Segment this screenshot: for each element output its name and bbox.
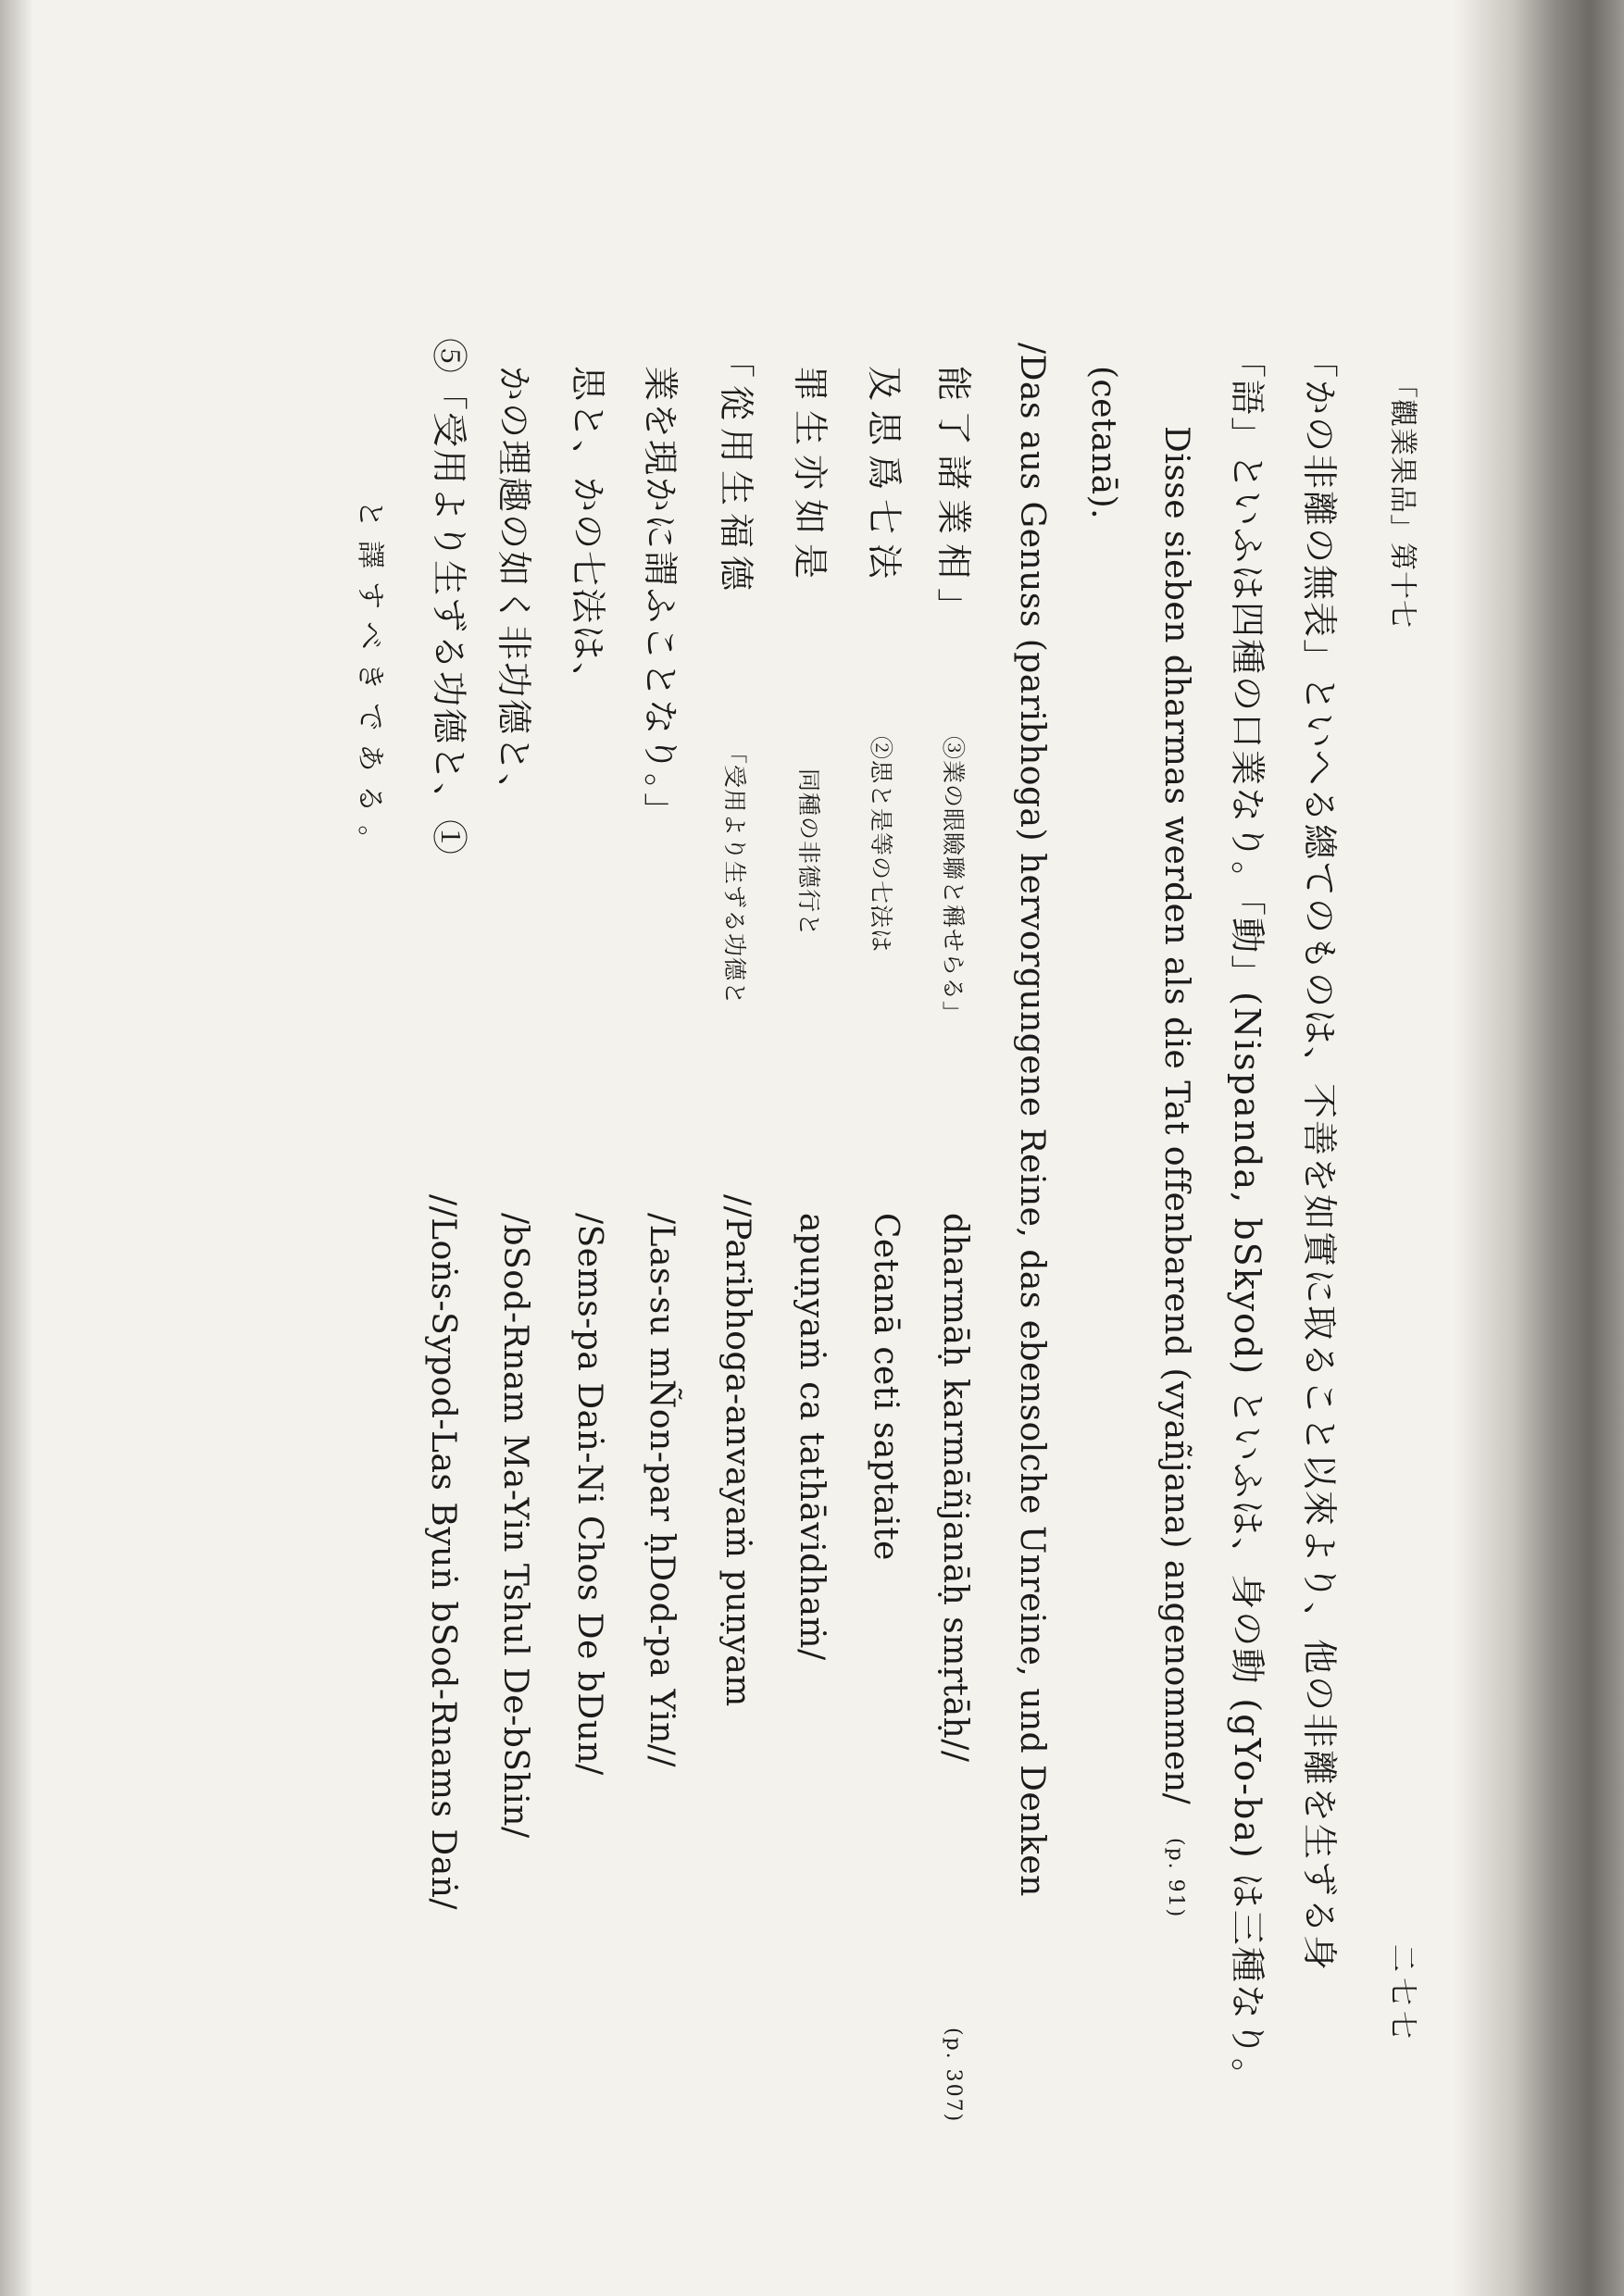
verse-japanese-line-2: かの理趣の如く非功德と、 xyxy=(493,366,534,811)
verse-note-line-3: ②思と是等の七法は xyxy=(868,736,894,954)
tibetan-line-3: /Sems-pa Daṅ-Ni Chos De bDun/ xyxy=(570,1213,608,1776)
verse-chinese-line-1: 「從用生福德 xyxy=(716,343,756,599)
tibetan-line-4: /Las-su mÑon-par ḥDod-pa Yin// xyxy=(643,1213,681,1768)
verse-note-line-1: 「受用より生ずる功德と xyxy=(721,741,748,1006)
header-line: と譯すべきである。 xyxy=(354,500,386,867)
footer-page-number: 二七七 xyxy=(1386,1944,1418,2044)
sanskrit-line-2: apuṇyaṁ ca tathāvidhaṁ/ xyxy=(793,1213,831,1661)
verse-chinese-line-2: 罪生亦如是 xyxy=(790,366,831,589)
verse-japanese-line-3: 思と、かの七法は、 xyxy=(568,366,608,700)
tibetan-line-2: /bSod-Rnam Ma-Yin Tshul De-bShin/ xyxy=(496,1213,534,1839)
german-line-2: (cetanā). xyxy=(1084,366,1122,520)
verse-note-line-2: 同種の非德行と xyxy=(795,768,822,938)
verse-note-line-4: ③業の眼瞼聯と稱せらる」 xyxy=(940,736,967,1026)
sanskrit-line-1: //Paribhoga-anvayaṁ puṇyam xyxy=(718,1194,756,1707)
verse-chinese-line-4: 能了諸業相」 xyxy=(933,366,974,633)
sanskrit-line-4: dharmāḥ karmāñjanāḥ smṛtāḥ// xyxy=(936,1213,974,1763)
german-line-1: /Das aus Genuss (paribhoga) hervorgungene Reine, das ebensolche Unreine, und Denken xyxy=(1013,343,1051,1897)
footer-chapter-title: 「觀業果品」第十七 xyxy=(1386,370,1418,629)
sanskrit-line-3: Cetanā ceti saptaite xyxy=(867,1213,905,1561)
prose-line-2: 「かの非離の無表」といへる總てのものは、不善を如實に取ること以來より、他の非離を生ずる身 xyxy=(1299,343,1340,1973)
sanskrit-page-ref: (p. 307) xyxy=(942,2028,965,2124)
verse-japanese-line-1: ⑤「受用より生ずる功德と、① xyxy=(429,338,469,857)
german-line-3: Disse sieben dharmas werden als die Tat offenbarend (vyañjana) angenommen/ xyxy=(1157,426,1195,1805)
german-page-ref: (p. 91) xyxy=(1164,1838,1187,1919)
verse-chinese-line-3: 及思爲七法 xyxy=(864,366,905,589)
prose-line-1: 「語」といふは四種の口業なり。「動」(Nispanda, bSkyod) といふは、身の動 (gYo-ba) は三種なり。 xyxy=(1227,343,1268,2095)
tibetan-line-1: //Loṅs-Sypod-Las Byuṅ bSod-Rnams Daṅ/ xyxy=(424,1194,462,1911)
verse-japanese-line-4: 業を現かに謂ふことなり。」 xyxy=(640,366,681,830)
